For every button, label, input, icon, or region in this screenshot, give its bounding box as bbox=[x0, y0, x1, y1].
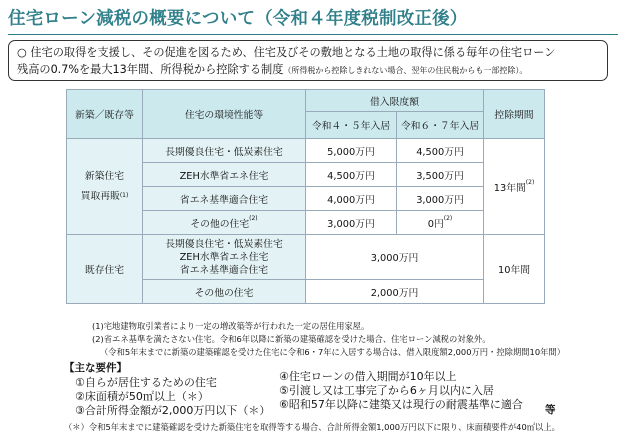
header-performance: 住宅の環境性能等 bbox=[143, 90, 306, 139]
new-row-type-text: 長期優良住宅・低炭素住宅 bbox=[165, 146, 283, 158]
requirements-title: 【主な要件】 bbox=[64, 362, 127, 374]
existing-type-line: 長期優良住宅・低炭素住宅 bbox=[165, 238, 283, 250]
existing-row-value: 3,000万円 bbox=[306, 235, 484, 280]
header-loan-limit: 借入限度額 bbox=[306, 90, 484, 112]
loan-limit-table bbox=[66, 89, 545, 304]
category-new-label-1: 新築住宅 bbox=[84, 170, 125, 182]
new-row-value-r6-7 bbox=[397, 187, 484, 211]
new-row-type-sup: (2) bbox=[249, 214, 258, 222]
new-row-value-r4-5: 4,500万円 bbox=[306, 163, 397, 187]
new-row-value-r4-5: 5,000万円 bbox=[306, 139, 397, 163]
requirement-item: ③合計所得金額が2,000万円以下（＊） bbox=[75, 404, 271, 417]
new-row-type bbox=[143, 211, 306, 235]
header-category: 新築／既存等 bbox=[67, 90, 143, 139]
existing-type-line: ZEH水準省エネ住宅 bbox=[179, 251, 269, 263]
period-new-text: 13年間 bbox=[493, 182, 526, 194]
category-new-sup: (1) bbox=[119, 191, 129, 199]
new-row-value-r6-7-text: 4,500万円 bbox=[416, 146, 464, 158]
new-row-value-r6-7-text: 3,500万円 bbox=[416, 170, 464, 182]
requirement-item: ④住宅ローンの借入期間が10年以上 bbox=[279, 370, 457, 383]
footnote: （＊）令和5年末までに建築確認を受けた新築住宅を取得等する場合、合計所得金額1,000万円以下に限り、床面積要件が40㎡以上。 bbox=[64, 422, 560, 432]
new-row-value-sup: (2) bbox=[443, 214, 453, 222]
table-notes bbox=[92, 320, 565, 359]
new-row-type bbox=[143, 187, 306, 211]
note-1: (1)宅地建物取引業者により一定の増改築等が行われた一定の居住用家屋。 bbox=[92, 321, 370, 331]
period-existing-housing: 10年間 bbox=[484, 235, 545, 304]
note-3: （令和5年末までに新築の建築確認を受けた住宅に令和6・7年に入居する場合は、借入限度額2,000万円・控除期間10年間） bbox=[100, 347, 565, 357]
new-row-type-text: 省エネ基準適合住宅 bbox=[179, 194, 269, 206]
header-year-r6-7: 令和６・７年入居 bbox=[397, 112, 484, 139]
new-row-type-text: ZEH水準省エネ住宅 bbox=[179, 170, 269, 182]
requirement-item: ⑤引渡し又は工事完了から6ヶ月以内に入居 bbox=[279, 384, 494, 397]
intro-line-2 bbox=[17, 61, 599, 79]
new-row-value-r4-5: 4,000万円 bbox=[306, 187, 397, 211]
requirement-item: ⑥昭和57年以降に建築又は現行の耐震基準に適合 bbox=[279, 398, 523, 411]
period-new-sup: (2) bbox=[525, 178, 535, 186]
new-row-type bbox=[143, 163, 306, 187]
new-row-value-r6-7-text: 3,000万円 bbox=[416, 194, 464, 206]
new-row-value-r6-7 bbox=[397, 211, 484, 235]
requirement-item: ②床面積が50㎡以上（＊） bbox=[75, 390, 209, 403]
intro-line-1: ○ 住宅の取得を支援し、その促進を図るため、住宅及びその敷地となる土地の取得に係る毎年の住宅ローン bbox=[17, 46, 556, 59]
period-new-housing bbox=[484, 139, 545, 235]
requirement-item: ①自らが居住するための住宅 bbox=[75, 376, 217, 389]
existing-row-value: 2,000万円 bbox=[306, 280, 484, 304]
category-new-housing bbox=[67, 139, 143, 235]
header-year-r4-5: 令和４・５年入居 bbox=[306, 112, 397, 139]
header-period: 控除期間 bbox=[484, 90, 545, 139]
category-existing-housing: 既存住宅 bbox=[67, 235, 143, 304]
existing-type-line: 省エネ基準適合住宅 bbox=[179, 264, 269, 276]
new-row-type-text: その他の住宅 bbox=[190, 218, 250, 230]
new-row-value-r6-7 bbox=[397, 163, 484, 187]
new-row-value-r6-7-text: 0円 bbox=[427, 218, 444, 230]
intro-box bbox=[8, 40, 608, 81]
note-2: (2)省エネ基準を満たさない住宅。令和6年以降に新築の建築確認を受けた場合、住宅ローン減税の対象外。 bbox=[92, 334, 491, 344]
page-title: 住宅ローン減税の概要について（令和４年度税制改正後） bbox=[8, 9, 468, 29]
existing-row-type bbox=[143, 235, 306, 280]
new-row-value-r4-5: 3,000万円 bbox=[306, 211, 397, 235]
requirements-etc: 等 bbox=[545, 404, 556, 416]
new-row-type bbox=[143, 139, 306, 163]
new-row-value-r6-7 bbox=[397, 139, 484, 163]
intro-line-2-main: 残高の0.7%を最大13年間、所得税から控除する制度 bbox=[17, 63, 284, 76]
intro-line-2-note: （所得税から控除しきれない場合、翌年の住民税からも一部控除）。 bbox=[283, 66, 528, 75]
category-new-label-2: 買取再販 bbox=[80, 190, 120, 202]
existing-row-type: その他の住宅 bbox=[143, 280, 306, 304]
title-underline bbox=[8, 34, 618, 35]
